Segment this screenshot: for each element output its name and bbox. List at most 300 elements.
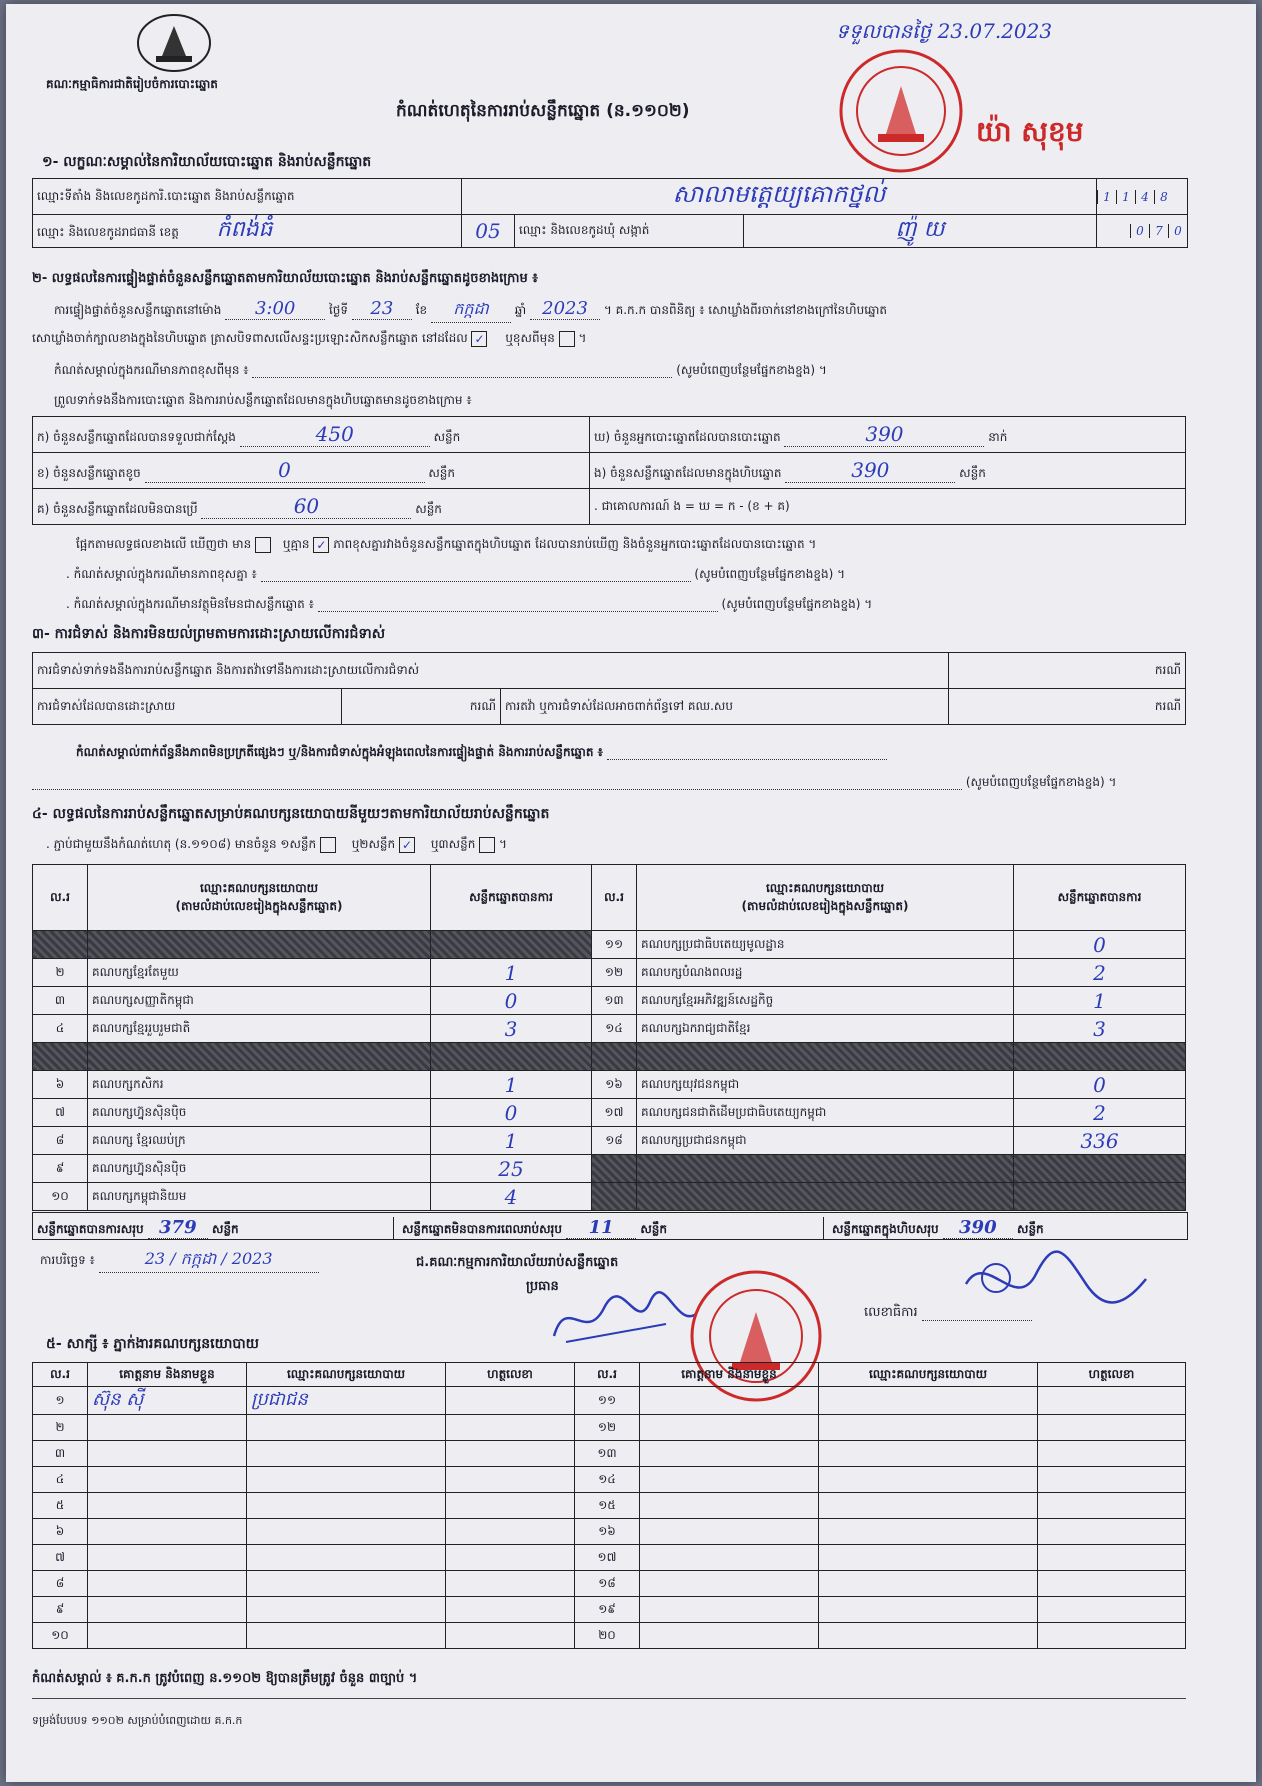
appeal-cell: ការតវ៉ា ឬការជំទាស់ដែលអាចពាក់ព័ន្ធទៅ គឈ.សប <box>501 689 949 725</box>
province-value: កំពង់ធំ <box>216 217 273 242</box>
party-no: ៩ <box>33 1155 88 1183</box>
text: . កំណត់សម្គាល់ក្នុងករណីមានភាពខុសគ្នា ៖ <box>66 567 257 581</box>
unit: សន្លឹក <box>1017 1222 1044 1236</box>
witness-no: ៦ <box>33 1519 88 1545</box>
total-box <box>823 1217 1044 1239</box>
commune-code <box>1097 215 1188 248</box>
commune-value: ញ៉ូ យ <box>744 215 1097 248</box>
object-remark-line <box>66 596 872 614</box>
inbox-cell <box>590 453 1186 489</box>
witness-name <box>640 1441 819 1467</box>
commune-code-digit: 0 <box>1130 224 1149 238</box>
party-name <box>88 1043 431 1071</box>
text: ។ គ.ក.ក បានពិនិត្យ ៖ សោឃ្លាំងពីរចាក់នៅខាងក្រៅនៃហិបឆ្នោត <box>603 303 888 317</box>
received-cell <box>33 417 590 453</box>
witness-party <box>247 1571 446 1597</box>
party-row <box>33 1071 1186 1099</box>
col-party-sub: (តាមលំដាប់លេខរៀងក្នុងសន្លឹកឆ្នោត) <box>175 898 343 913</box>
witness-signature <box>446 1441 575 1467</box>
witness-no: ១១ <box>575 1387 640 1415</box>
col-party-sub: (តាមលំដាប់លេខរៀងក្នុងសន្លឹកឆ្នោត) <box>741 898 909 913</box>
party-votes: 2 <box>1014 1099 1186 1127</box>
party-no: ១៧ <box>592 1099 637 1127</box>
witness-no: ៥ <box>33 1493 88 1519</box>
party-name: គណបក្សសញ្ញាតិកម្ពុជា <box>88 987 431 1015</box>
footer-note: កំណត់សម្គាល់ ៖ គ.ក.ក ត្រូវបំពេញ ន.១១០២ ឱ្យបានត្រឹមត្រូវ ចំនួន ៣ច្បាប់ ។ <box>32 1671 418 1686</box>
party-name: គណបក្សកម្ពុជានិយម <box>88 1183 431 1211</box>
col-party: ឈ្មោះគណបក្សនយោបាយ <box>247 1363 446 1387</box>
commune-code-digit: 7 <box>1149 224 1168 238</box>
voters-value: 390 <box>784 422 984 447</box>
party-votes: 0 <box>1014 931 1186 959</box>
witness-row <box>33 1597 1186 1623</box>
witness-no: ១៦ <box>575 1519 640 1545</box>
form-title: កំណត់ហេតុនៃការរាប់សន្លឹកឆ្នោត (ន.១១០២) <box>396 101 690 121</box>
voters-cell <box>590 417 1186 453</box>
spoiled-cell <box>33 453 590 489</box>
party-row <box>33 987 1186 1015</box>
witness-signature <box>1038 1387 1186 1415</box>
party-name: គណបក្សកសិករ <box>88 1071 431 1099</box>
party-no: ៨ <box>33 1127 88 1155</box>
text: . ភ្ជាប់ជាមួយនឹងកំណត់ហេតុ (ន.១១០៨) មានចំនួន ១សន្លឹក <box>46 837 317 851</box>
witness-party <box>819 1545 1038 1571</box>
party-votes: 3 <box>431 1015 592 1043</box>
commune-label: ឈ្មោះ និងលេខកូដឃុំ សង្កាត់ <box>515 215 744 248</box>
witness-name <box>640 1415 819 1441</box>
object-remark-blank[interactable] <box>318 597 718 612</box>
handwritten-receipt: ទទួលបានថ្ងៃ 23.07.2023 <box>836 19 1053 43</box>
party-no: ១៤ <box>592 1015 637 1043</box>
totals-line <box>32 1212 1188 1240</box>
attachment-line: . ភ្ជាប់ជាមួយនឹងកំណត់ហេតុ (ន.១១០៨) មានចំនួន ១សន្លឹក ឬ២សន្លឹក ✓ ឬ៣សន្លឹក ។ <box>46 837 507 852</box>
witness-party <box>247 1467 446 1493</box>
footer-rule <box>32 1698 1186 1699</box>
witness-name <box>640 1387 819 1415</box>
party-no: ១៦ <box>592 1071 637 1099</box>
unit: សន្លឹក <box>415 502 442 516</box>
witness-party <box>247 1415 446 1441</box>
witness-name <box>640 1623 819 1649</box>
witness-no: ១៧ <box>575 1545 640 1571</box>
col-name: គោត្តនាម និងនាមខ្លួន <box>640 1363 819 1387</box>
witness-no: ១០ <box>33 1623 88 1649</box>
witness-name <box>88 1493 247 1519</box>
witness-row <box>33 1623 1186 1649</box>
party-name <box>88 931 431 959</box>
witness-signature <box>446 1545 575 1571</box>
station-code-digit: 4 <box>1135 190 1154 204</box>
chair-signature <box>546 1284 706 1354</box>
witness-no: ៣ <box>33 1441 88 1467</box>
witness-row <box>33 1545 1186 1571</box>
witness-signature <box>446 1415 575 1441</box>
three-sheet-checkbox[interactable] <box>479 837 495 853</box>
witness-signature <box>1038 1597 1186 1623</box>
section3-title: ៣- ការជំទាស់ និងការមិនយល់ព្រមតាមការដោះស្រាយលើការជំទាស់ <box>32 626 386 642</box>
col-name: គោត្តនាម និងនាមខ្លួន <box>88 1363 247 1387</box>
col-sign: ហត្ថលេខា <box>1038 1363 1186 1387</box>
witness-no: ២០ <box>575 1623 640 1649</box>
witness-name <box>88 1519 247 1545</box>
total-valid <box>37 1217 239 1239</box>
witness-row <box>33 1441 1186 1467</box>
witness-signature <box>1038 1493 1186 1519</box>
diff-remark-blank[interactable] <box>261 567 691 582</box>
witness-row <box>33 1387 1186 1415</box>
witness-party <box>819 1571 1038 1597</box>
witness-signature <box>446 1387 575 1415</box>
witness-signature <box>1038 1545 1186 1571</box>
witness-name <box>640 1467 819 1493</box>
party-no <box>592 1155 637 1183</box>
diff-remark-line <box>66 566 845 584</box>
witness-signature <box>1038 1467 1186 1493</box>
box-total-value: 390 <box>943 1217 1013 1239</box>
party-votes: 4 <box>431 1183 592 1211</box>
party-no: ២ <box>33 959 88 987</box>
witness-row <box>33 1493 1186 1519</box>
col-no: ល.រ <box>575 1363 640 1387</box>
witness-name <box>88 1597 247 1623</box>
witness-name <box>88 1623 247 1649</box>
unit: សន្លឹក <box>959 466 986 480</box>
witness-signature <box>446 1467 575 1493</box>
box-label: សន្លឹកឆ្នោតក្នុងហិបសរុប <box>832 1222 939 1236</box>
party-votes: 0 <box>1014 1071 1186 1099</box>
secretary-signature <box>956 1244 1156 1324</box>
witness-name <box>640 1597 819 1623</box>
party-row <box>33 1183 1186 1211</box>
unused-label: គ) ចំនួនសន្លឹកឆ្នោតដែលមិនបានប្រើ <box>37 502 198 516</box>
witness-signature <box>1038 1519 1186 1545</box>
witness-signature <box>1038 1415 1186 1441</box>
handwritten-name: យ៉ា សុខុម <box>976 115 1084 148</box>
witness-party <box>247 1441 446 1467</box>
party-votes: 2 <box>1014 959 1186 987</box>
province-label-cell <box>33 215 462 248</box>
col-votes: សន្លឹកឆ្នោតបានការ <box>1014 865 1186 931</box>
party-name: គណបក្សខ្មែររួបរួមជាតិ <box>88 1015 431 1043</box>
text: ខែ <box>415 303 428 317</box>
witness-no: ៤ <box>33 1467 88 1493</box>
case-cell: ករណី <box>949 689 1186 725</box>
party-row <box>33 1015 1186 1043</box>
witness-party <box>247 1597 446 1623</box>
witness-table <box>32 1362 1186 1649</box>
witness-party <box>819 1387 1038 1415</box>
date-label: ការបរិច្ឆេទ ៖ <box>40 1253 95 1267</box>
col-party-title: ឈ្មោះគណបក្សនយោបាយ <box>765 880 885 895</box>
station-code-digit: 8 <box>1154 190 1173 204</box>
witness-name <box>640 1545 819 1571</box>
party-votes: 0 <box>431 1099 592 1127</box>
witness-row <box>33 1571 1186 1597</box>
station-code-digit: 1 <box>1097 190 1116 204</box>
party-votes: 3 <box>1014 1015 1186 1043</box>
unchanged-checkbox[interactable]: ✓ <box>471 331 487 347</box>
witness-row <box>33 1467 1186 1493</box>
unit: សន្លឹក <box>428 466 456 480</box>
party-no <box>33 1043 88 1071</box>
text: កំណត់សម្គាល់ពាក់ព័ន្ធនឹងភាពមិនប្រក្រតីផ្សេងៗ ឬ/និងការជំទាស់ក្នុងអំឡុងពេលនៃការផ្ទៀងផ្ទាត់ និងការរាប់សន្លឹកឆ្នោត ៖ <box>76 745 603 759</box>
party-name <box>637 1043 1014 1071</box>
witness-no: ១៩ <box>575 1597 640 1623</box>
witness-party <box>247 1519 446 1545</box>
date-value: 23 / កក្កដា / 2023 <box>99 1248 319 1273</box>
location-table <box>32 178 1188 248</box>
formula-cell: . ជាគោលការណ៍ ង = ឃ = ក - (ខ + គ) <box>590 489 1186 525</box>
station-value: សាលាមត្តេយ្យគោកថ្នល់ <box>462 179 1097 215</box>
station-label: ឈ្មោះទីតាំង និងលេខកូដការិ.បោះឆ្នោត និងរាប់សន្លឹកឆ្នោត <box>33 179 462 215</box>
valid-label: សន្លឹកឆ្នោតបានការសរុប <box>37 1222 144 1236</box>
party-name: គណបក្សជនជាតិដើមប្រជាធិបតេយ្យកម្ពុជា <box>637 1099 1014 1127</box>
witness-signature <box>1038 1623 1186 1649</box>
witness-no: ២ <box>33 1415 88 1441</box>
irregularity-blank[interactable] <box>607 745 887 760</box>
has-diff-checkbox[interactable] <box>255 537 271 553</box>
party-name: គណបក្សបំណងពលរដ្ឋ <box>637 959 1014 987</box>
text: កំណត់សម្គាល់ក្នុងករណីមានភាពខុសពីមុន ៖ <box>54 363 249 377</box>
witness-name <box>88 1467 247 1493</box>
invalid-label: សន្លឹកឆ្នោតមិនបានការពេលរាប់សរុប <box>402 1222 562 1236</box>
party-no: ១១ <box>592 931 637 959</box>
witness-party <box>819 1441 1038 1467</box>
text: (សូមបំពេញបន្ថែមផ្នែកខាងខ្នង) ។ <box>721 597 873 611</box>
party-no: ១៣ <box>592 987 637 1015</box>
witness-party <box>819 1623 1038 1649</box>
witness-name <box>88 1545 247 1571</box>
party-name: គណបក្សខ្មែរអភិវឌ្ឍន៍សេដ្ឋកិច្ច <box>637 987 1014 1015</box>
party-no: ១២ <box>592 959 637 987</box>
party-name <box>637 1155 1014 1183</box>
text: សោឃ្លាំងចាក់ក្បាលខាងក្នុងនៃហិបឆ្នោត ត្រាសបិទពាសលើសន្ទះប្រឡោះសិកសន្លឹកឆ្នោត នៅដដែល <box>32 331 468 345</box>
two-sheet-checkbox[interactable]: ✓ <box>399 837 415 853</box>
party-name: គណបក្ស ខ្មែរឈប់ក្រ <box>88 1127 431 1155</box>
witness-signature <box>446 1597 575 1623</box>
witness-name <box>88 1571 247 1597</box>
chair-label: ប្រធាន <box>526 1279 559 1294</box>
party-results-table <box>32 864 1186 1211</box>
verification-line <box>54 298 1194 323</box>
related-line: ព្រួលទាក់ទងនឹងការបោះឆ្នោត និងការរាប់សន្លឹកឆ្នោតដែលមានក្នុងហិបឆ្នោតមានដូចខាងក្រោម ៖ <box>54 393 472 407</box>
party-no <box>592 1183 637 1211</box>
party-votes <box>431 931 592 959</box>
commune-code-digit: 0 <box>1168 224 1187 238</box>
party-row <box>33 1155 1186 1183</box>
case-cell: ករណី <box>342 689 501 725</box>
witness-no: ៨ <box>33 1571 88 1597</box>
party-name: គណបក្សហ្វ៊ុនស៊ិនប៉ិច <box>88 1155 431 1183</box>
text: (សូមបំពេញបន្ថែមផ្នែកខាងខ្នង) ។ <box>676 363 827 377</box>
witness-no: ១៤ <box>575 1467 640 1493</box>
witness-no: ៧ <box>33 1545 88 1571</box>
witness-no: ១៥ <box>575 1493 640 1519</box>
party-no <box>33 931 88 959</box>
col-sign: ហត្ថលេខា <box>446 1363 575 1387</box>
witness-no: ៩ <box>33 1597 88 1623</box>
witness-name: ស៊ុន ស៊ី <box>88 1387 247 1415</box>
invalid-total-value: 11 <box>566 1217 636 1239</box>
resolved-cell: ការជំទាស់ដែលបានដោះស្រាយ <box>33 689 342 725</box>
irregularity-line2 <box>32 774 1116 792</box>
party-row <box>33 1043 1186 1071</box>
official-stamp <box>836 46 966 176</box>
party-votes: 1 <box>431 1071 592 1099</box>
witness-party <box>247 1493 446 1519</box>
spoiled-label: ខ) ចំនួនសន្លឹកឆ្នោតខូច <box>37 466 141 480</box>
witness-party <box>819 1519 1038 1545</box>
col-no: ល.រ <box>33 1363 88 1387</box>
commission-name: គណៈកម្មាធិការជាតិរៀបចំការបោះឆ្នោត <box>46 77 218 91</box>
party-no: ៦ <box>33 1071 88 1099</box>
unit: សន្លឹក <box>433 430 461 444</box>
witness-signature <box>446 1571 575 1597</box>
party-no: ៣ <box>33 987 88 1015</box>
party-row <box>33 959 1186 987</box>
section4-title: ៤- លទ្ធផលនៃការរាប់សន្លឹកឆ្នោតសម្រាប់គណបក្សនយោបាយនីមួយៗតាមការិយាល័យរាប់សន្លឹកឆ្នោត <box>32 806 550 822</box>
received-value: 450 <box>240 422 430 447</box>
diff-note-blank[interactable] <box>252 363 672 378</box>
party-no: ៧ <box>33 1099 88 1127</box>
witness-party <box>819 1467 1038 1493</box>
text: ឆ្នាំ <box>514 303 527 317</box>
party-no: ៤ <box>33 1015 88 1043</box>
section1-title: ១- លក្ខណៈសម្គាល់នៃការិយាល័យបោះឆ្នោត និងរាប់សន្លឹកឆ្នោត <box>42 154 372 170</box>
day-value: 23 <box>352 298 412 320</box>
col-party: ឈ្មោះគណបក្សនយោបាយ <box>819 1363 1038 1387</box>
witness-party <box>819 1493 1038 1519</box>
total-invalid <box>393 1217 667 1239</box>
changed-checkbox[interactable] <box>559 331 575 347</box>
witness-party <box>819 1597 1038 1623</box>
text: ការផ្ទៀងផ្ទាត់ចំនួនសន្លឹកឆ្នោតនៅម៉ោង <box>54 303 222 317</box>
party-votes <box>1014 1183 1186 1211</box>
time-value: 3:00 <box>225 298 325 320</box>
party-no: ១០ <box>33 1183 88 1211</box>
party-votes: 1 <box>431 959 592 987</box>
party-name <box>637 1183 1014 1211</box>
party-name: គណបក្សយុវជនកម្ពុជា <box>637 1071 1014 1099</box>
witness-signature <box>1038 1571 1186 1597</box>
party-name: គណបក្សប្រជាធិបតេយ្យមូលដ្ឋាន <box>637 931 1014 959</box>
witness-name <box>640 1571 819 1597</box>
section5-title: ៥- សាក្សី ៖ ភ្នាក់ងារគណបក្សនយោបាយ <box>46 1336 260 1352</box>
document-page <box>6 4 1256 1782</box>
secretary-label: លេខាធិការ <box>864 1305 918 1320</box>
party-votes: 0 <box>431 987 592 1015</box>
col-no: ល.រ <box>33 865 88 931</box>
form-code: ទម្រង់បែបបទ ១១០២ សម្រាប់បំពេញដោយ គ.ក.ក <box>32 1714 243 1727</box>
party-no: ១៨ <box>592 1127 637 1155</box>
received-label: ក) ចំនួនសន្លឹកឆ្នោតដែលបានទទួលជាក់ស្តែង <box>37 430 236 444</box>
witness-signature <box>1038 1441 1186 1467</box>
unit: សន្លឹក <box>640 1222 668 1236</box>
witness-party <box>819 1415 1038 1441</box>
witness-no: ១២ <box>575 1415 640 1441</box>
province-code: 05 <box>462 215 515 248</box>
one-sheet-checkbox[interactable] <box>320 837 336 853</box>
witness-no: ១៨ <box>575 1571 640 1597</box>
witness-party <box>247 1545 446 1571</box>
commission-emblem <box>134 12 214 74</box>
party-votes: 1 <box>431 1127 592 1155</box>
voters-label: ឃ) ចំនួនអ្នកបោះឆ្នោតដែលបានបោះឆ្នោត <box>594 430 781 444</box>
party-votes: 1 <box>1014 987 1186 1015</box>
party-row <box>33 1127 1186 1155</box>
station-code <box>1097 179 1188 215</box>
unused-cell <box>33 489 590 525</box>
col-party-title: ឈ្មោះគណបក្សនយោបាយ <box>199 880 319 895</box>
unit: នាក់ <box>988 430 1008 444</box>
year-value: 2023 <box>530 298 600 320</box>
discrepancy-line <box>76 536 816 554</box>
spoiled-value: 0 <box>145 458 425 483</box>
party-votes <box>431 1043 592 1071</box>
party-name: គណបក្សប្រជាជនកម្ពុជា <box>637 1127 1014 1155</box>
irregularity-note <box>76 744 887 762</box>
month-value: កក្កដា <box>431 298 511 323</box>
no-diff-checkbox[interactable]: ✓ <box>313 537 329 553</box>
witness-row <box>33 1415 1186 1441</box>
objection-table <box>32 652 1186 725</box>
irregularity-blank2[interactable] <box>32 775 962 790</box>
station-code-digit: 1 <box>1116 190 1135 204</box>
text: . កំណត់សម្គាល់ក្នុងករណីមានវត្ថុមិនមែនជាសន្លឹកឆ្នោត ៖ <box>66 597 314 611</box>
objection-row1: ការជំទាស់ទាក់ទងនឹងការរាប់សន្លឹកឆ្នោត និងការតវ៉ាទៅនឹងការដោះស្រាយលើការជំទាស់ <box>33 653 949 689</box>
party-name: គណបក្សហ្វ៊ុនស៊ិនប៉ិច <box>88 1099 431 1127</box>
valid-total-value: 379 <box>148 1217 208 1239</box>
witness-signature <box>446 1519 575 1545</box>
party-no <box>592 1043 637 1071</box>
unused-value: 60 <box>201 494 411 519</box>
witness-party: ប្រជាជន <box>247 1387 446 1415</box>
party-row <box>33 1099 1186 1127</box>
col-party <box>637 865 1014 931</box>
witness-name <box>88 1441 247 1467</box>
col-party <box>88 865 431 931</box>
text: ផ្អែកតាមលទ្ធផលខាងលើ ឃើញថា មាន <box>76 537 252 551</box>
party-name: គណបក្សឯករាជ្យជាតិខ្មែរ <box>637 1015 1014 1043</box>
text: ភាពខុសគ្នារវាងចំនួនសន្លឹកឆ្នោតក្នុងហិបឆ្នោត ដែលបានរាប់ឃើញ និងចំនួនអ្នកបោះឆ្នោតដែលបានបោះឆ្នោត ។ <box>333 537 817 551</box>
party-votes: 25 <box>431 1155 592 1183</box>
text: ឬខុសពីមុន <box>505 331 555 345</box>
inbox-label: ង) ចំនួនសន្លឹកឆ្នោតដែលមានក្នុងហិបឆ្នោត <box>594 466 782 480</box>
diff-note-line <box>54 362 827 380</box>
ballot-count-table <box>32 416 1186 525</box>
case-cell: ករណី <box>949 653 1186 689</box>
text: (សូមបំពេញបន្ថែមផ្នែកខាងខ្នង) ។ <box>965 775 1117 789</box>
col-votes: សន្លឹកឆ្នោតបានការ <box>431 865 592 931</box>
text: ឬគ្មាន <box>282 537 310 551</box>
party-votes <box>1014 1155 1186 1183</box>
col-no: ល.រ <box>592 865 637 931</box>
text: (សូមបំពេញបន្ថែមផ្នែកខាងខ្នង) ។ <box>694 567 845 581</box>
witness-party <box>247 1623 446 1649</box>
party-name: គណបក្សខ្មែរតែមួយ <box>88 959 431 987</box>
province-label: ឈ្មោះ និងលេខកូដរាជធានី ខេត្ត <box>37 225 179 239</box>
witness-name <box>88 1415 247 1441</box>
inbox-value: 390 <box>785 458 955 483</box>
section2-title: ២- លទ្ធផលនៃការផ្ទៀងផ្ទាត់ចំនួនសន្លឹកឆ្នោតតាមការិយាល័យបោះឆ្នោត និងរាប់សន្លឹកឆ្នោតដូចខាងក្រោម ៖ <box>32 271 538 286</box>
unit: សន្លឹក <box>212 1222 239 1236</box>
witness-signature <box>446 1493 575 1519</box>
witness-row <box>33 1519 1186 1545</box>
committee-label: ជ.គណៈកម្មការការិយាល័យរាប់សន្លឹកឆ្នោត <box>416 1255 619 1270</box>
party-votes: 336 <box>1014 1127 1186 1155</box>
seal-line: សោឃ្លាំងចាក់ក្បាលខាងក្នុងនៃហិបឆ្នោត ត្រាសបិទពាសលើសន្ទះប្រឡោះសិកសន្លឹកឆ្នោត នៅដដែល ✓ ឬខុសពីមុន ។ <box>32 331 587 346</box>
party-row <box>33 931 1186 959</box>
